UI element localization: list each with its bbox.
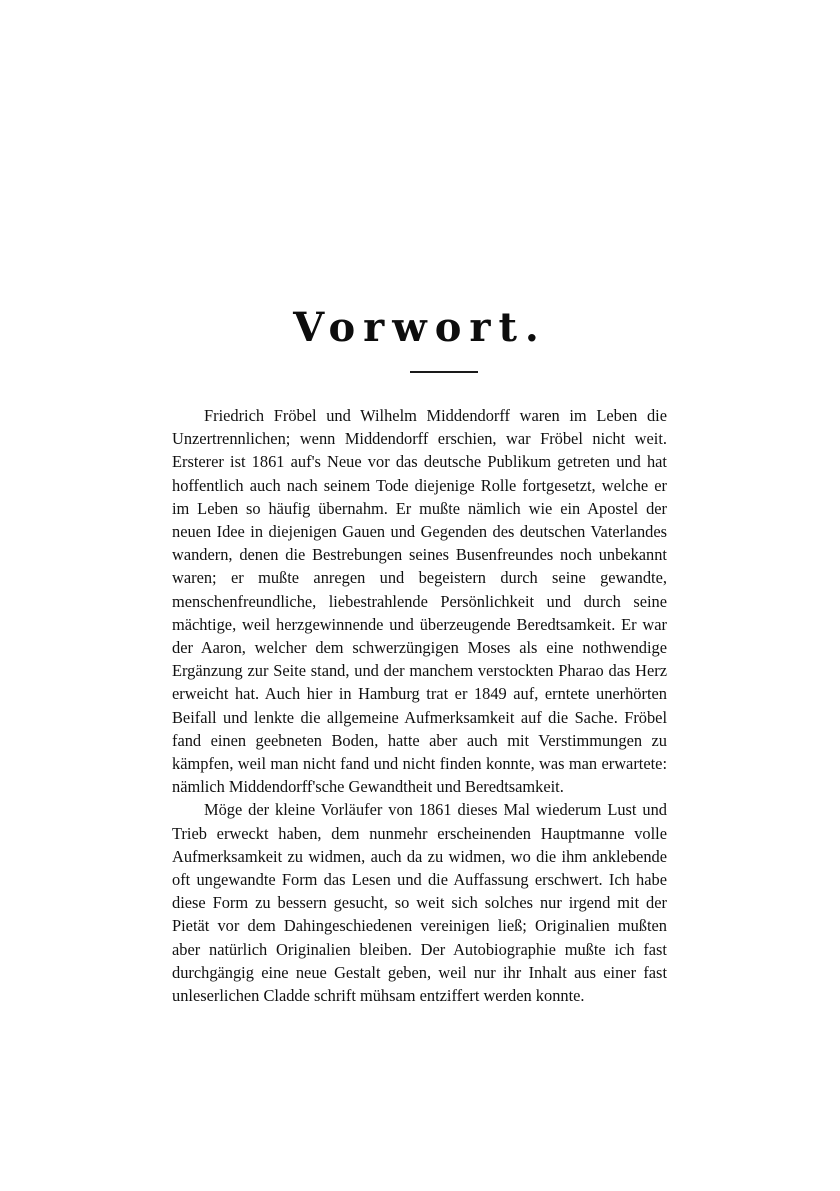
paragraph-2: Möge der kleine Vorläufer von 1861 dieses Mal wiederum Lust und Trieb erweckt haben, dem nunmehr erscheinenden Hauptmanne volle Aufmerksamkeit zu widmen, auch da zu widmen, wo die ihm anklebende oft ungewandte Form das Lesen und die Auffassung erschwert. Ich habe diese Form zu bessern gesucht, so weit sich solches nur irgend mit der Pietät vor dem Dahingeschiedenen vereinigen ließ; Originalien mußten aber natürlich Originalien bleiben. Der Autobiographie mußte ich fast durchgängig eine neue Gestalt geben, weil nur ihr Inhalt aus einer fast unleserlichen Cladde schrift mühsam entziffert werden konnte.	[172, 800, 667, 1006]
body-text	[172, 404, 667, 1007]
page-title: Vorwort.	[293, 304, 547, 351]
paragraph-1: Friedrich Fröbel und Wilhelm Middendorff waren im Leben die Unzertrennlichen; wenn Middendorff erschien, war Fröbel nicht weit. Ersterer ist 1861 auf's Neue vor das deutsche Publikum getreten und hat hoffentlich auch nach seinem Tode diejenige Rolle fortgesetzt, welche er im Leben so häufig übernahm. Er mußte nämlich wie ein Apostel der neuen Idee in diejenigen Gauen und Gegenden des deutschen Vaterlandes wandern, denen die Bestrebungen seines Busenfreundes noch unbekannt waren; er mußte anregen und begeistern durch seine gewandte, menschenfreundliche, liebestrahlende Persönlichkeit und durch seine mächtige, weil herzgewinnende und überzeugende Beredtsamkeit. Er war der Aaron, welcher dem schwerzüngigen Moses als eine nothwendige Ergänzung zur Seite stand, und der manchem verstockten Pharao das Herz erweicht hat. Auch hier in Hamburg trat er 1849 auf, erntete unerhörten Beifall und lenkte die allgemeine Aufmerksamkeit auf die Sache. Fröbel fand einen geebneten Boden, hatte aber auch mit Verstimmungen zu kämpfen, weil man nicht fand und nicht finden konnte, was man erwartete: nämlich Middendorff'sche Gewandtheit und Beredtsamkeit.	[172, 406, 667, 797]
title-divider	[410, 371, 478, 373]
